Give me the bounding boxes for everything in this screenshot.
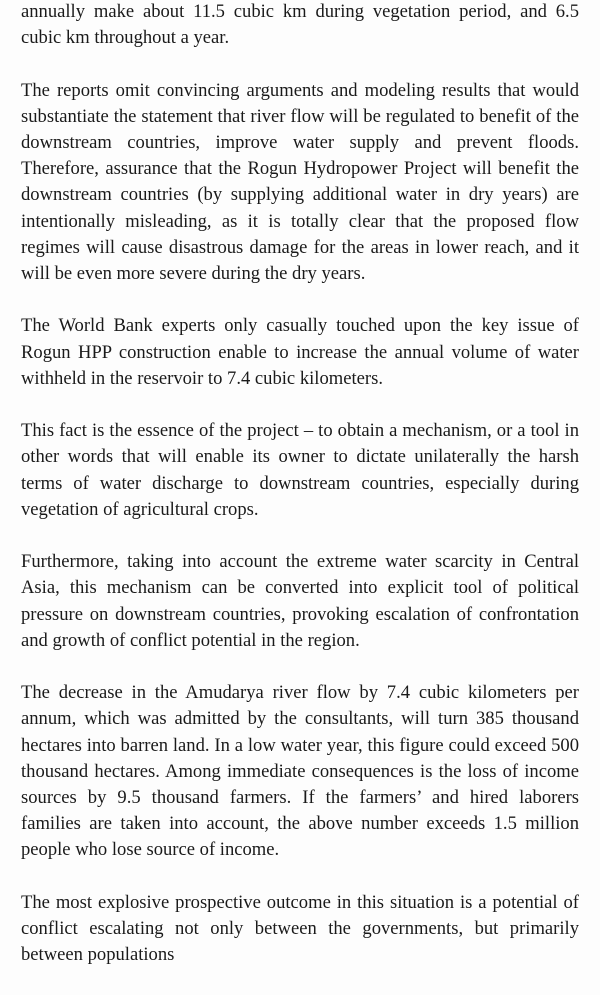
paragraph-water-volume: annually make about 11.5 cubic km during vegetation period, and 6.5 cubic km throughout a year. (21, 1, 579, 49)
paragraph-world-bank: The World Bank experts only casually touched upon the key issue of Rogun HPP construction enable to increase the annual volume of water withheld in the reservoir to 7.4 cubic kilometers. (21, 315, 579, 389)
paragraph-amudarya: The decrease in the Amudarya river flow by 7.4 cubic kilometers per annum, which was admitted by the consultants, will turn 385 thousand hectares into barren land. In a low water year, this figure could exceed 500 thousand hectares. Among immediate consequences is the loss of income sources by 9.5 thousand farmers. If the farmers’ and hired laborers families are taken into account, the above number exceeds 1.5 million people who lose source of income. (21, 682, 579, 861)
paragraph-furthermore: Furthermore, taking into account the extreme water scarcity in Central Asia, this mechanism can be converted into explicit tool of political pressure on downstream countries, provoking escalation of confrontation and growth of conflict potential in the region. (21, 551, 579, 651)
paragraph-essence: This fact is the essence of the project – to obtain a mechanism, or a tool in other words that will enable its owner to dictate unilaterally the harsh terms of water discharge to downstream countries, especially during vegetation of agricultural crops. (21, 420, 579, 520)
paragraph-reports-omit: The reports omit convincing arguments and modeling results that would substantiate the statement that river flow will be regulated to benefit of the downstream countries, improve water supply and prevent floods. Therefore, assurance that the Rogun Hydropower Project will benefit the downstream countries (by supplying additional water in dry years) are intentionally misleading, as it is totally clear that the proposed flow regimes will cause disastrous damage for the areas in lower reach, and it will be even more severe during the dry years. (21, 79, 579, 285)
document-page (21, 0, 579, 995)
paragraph-explosive-outcome: The most explosive prospective outcome in this situation is a potential of conflict escalating not only between the governments, but primarily between populations (21, 891, 579, 966)
